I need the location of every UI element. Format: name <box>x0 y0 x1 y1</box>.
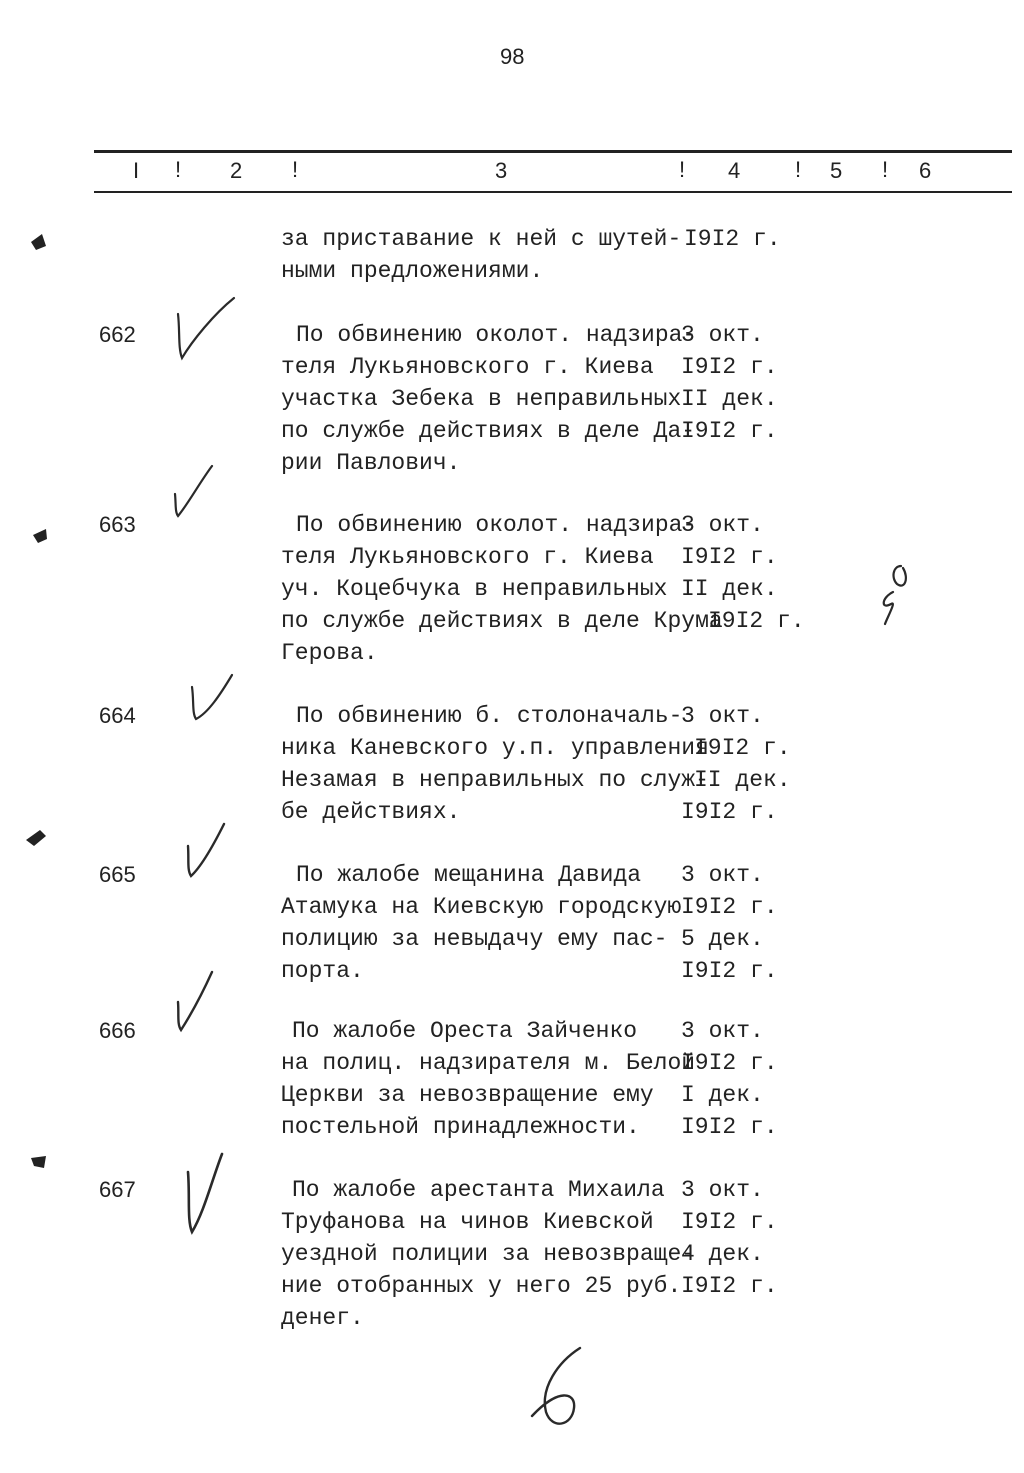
column-header-5: 5 <box>830 158 843 183</box>
record-text-line: по службе действиях в деле Да- <box>281 418 696 444</box>
column-header-2: 2 <box>230 158 243 183</box>
record-number: 663 <box>99 512 136 537</box>
record-text-line: По жалобе мещанина Давида <box>296 862 642 888</box>
record-date: 3 окт. <box>681 1177 764 1203</box>
record-date: I9I2 г. <box>694 735 791 761</box>
record-number: 667 <box>99 1177 136 1202</box>
record-date: II дек. <box>694 767 791 793</box>
record-text-line: теля Лукьяновского г. Киева <box>281 354 654 380</box>
record-date: I9I2 г. <box>681 418 778 444</box>
record-text-line: порта. <box>281 958 364 984</box>
margin-dot-icon <box>28 232 50 254</box>
record-text-line: теля Лукьяновского г. Киева <box>281 544 654 570</box>
record-text-line: на полиц. надзирателя м. Белой <box>281 1050 696 1076</box>
checkmark-icon <box>172 970 222 1035</box>
column-header-6: 6 <box>919 158 932 183</box>
record-date: 4 дек. <box>681 1241 764 1267</box>
record-text-line: участка Зебека в неправильных <box>281 386 682 412</box>
record-number: 662 <box>99 322 136 347</box>
record-date: I9I2 г. <box>681 1050 778 1076</box>
handwritten-eight-icon <box>873 560 917 630</box>
header-bottom-rule <box>94 191 1012 193</box>
record-text-line: Незамая в неправильных по служ- <box>281 767 709 793</box>
record-text-line: полицию за невыдачу ему пас- <box>281 926 668 952</box>
record-text-line: Труфанова на чинов Киевской <box>281 1209 654 1235</box>
record-text-line: Атамука на Киевскую городскую <box>281 894 682 920</box>
record-date: I дек. <box>681 1082 764 1108</box>
record-text-line: за приставание к ней с шутей- <box>281 226 682 252</box>
record-date: I9I2 г. <box>681 958 778 984</box>
checkmark-icon <box>182 822 232 882</box>
record-text-line: ными предложениями. <box>281 258 544 284</box>
record-text-line: уч. Коцебчука в неправильных <box>281 576 668 602</box>
page-number: 98 <box>500 44 525 69</box>
record-text-line: По обвинению околот. надзира- <box>296 322 697 348</box>
record-date: I9I2 г. <box>681 894 778 920</box>
record-text-line: по службе действиях в деле Крума <box>281 608 723 634</box>
record-text-line: Герова. <box>281 640 378 666</box>
column-separator: ! <box>882 157 889 182</box>
record-date: I9I2 г. <box>681 354 778 380</box>
record-date: I9I2 г. <box>681 1114 778 1140</box>
record-text-line: По жалобе арестанта Михаила <box>292 1177 665 1203</box>
record-date: II дек. <box>681 576 778 602</box>
record-number: 665 <box>99 862 136 887</box>
checkmark-icon <box>170 296 240 366</box>
record-date: I9I2 г. <box>681 1209 778 1235</box>
record-date: I9I2 г. <box>708 608 805 634</box>
handwritten-six-icon <box>528 1342 588 1432</box>
column-separator: ! <box>679 157 686 182</box>
record-date: I9I2 г. <box>681 544 778 570</box>
margin-dot-icon <box>30 525 52 547</box>
column-separator: ! <box>292 157 299 182</box>
margin-dot-icon <box>24 826 50 848</box>
record-text-line: постельной принадлежности. <box>281 1114 640 1140</box>
checkmark-icon <box>182 1152 232 1237</box>
header-top-rule <box>94 150 1012 153</box>
column-separator: ! <box>175 157 182 182</box>
record-date: 5 дек. <box>681 926 764 952</box>
record-date: 3 окт. <box>681 1018 764 1044</box>
record-text-line: денег. <box>281 1305 364 1331</box>
record-date: I9I2 г. <box>681 1273 778 1299</box>
record-text-line: ника Каневского у.п. управления <box>281 735 709 761</box>
column-header-4: 4 <box>728 158 741 183</box>
record-text-line: бе действиях. <box>281 799 461 825</box>
checkmark-icon <box>188 673 238 728</box>
record-text-line: ние отобранных у него 25 руб. <box>281 1273 682 1299</box>
record-number: 664 <box>99 703 136 728</box>
record-date: I9I2 г. <box>684 226 781 252</box>
record-text-line: рии Павлович. <box>281 450 461 476</box>
record-date: I9I2 г. <box>681 799 778 825</box>
record-date: 3 окт. <box>681 862 764 888</box>
record-text-line: уездной полиции за невозвраще- <box>281 1241 696 1267</box>
record-number: 666 <box>99 1018 136 1043</box>
margin-dot-icon <box>28 1150 52 1174</box>
record-text-line: По обвинению околот. надзира- <box>296 512 697 538</box>
column-header-1: I <box>133 158 140 183</box>
record-date: 3 окт. <box>681 512 764 538</box>
column-header-3: 3 <box>495 158 508 183</box>
margin-annotation <box>873 560 917 630</box>
record-text-line: По обвинению б. столоначаль- <box>296 703 683 729</box>
checkmark-icon <box>170 464 220 524</box>
record-date: II дек. <box>681 386 778 412</box>
record-text-line: Церкви за невозвращение ему <box>281 1082 654 1108</box>
record-date: 3 окт. <box>681 703 764 729</box>
record-date: 3 окт. <box>681 322 764 348</box>
column-separator: ! <box>795 157 802 182</box>
record-text-line: По жалобе Ореста Зайченко <box>292 1018 638 1044</box>
